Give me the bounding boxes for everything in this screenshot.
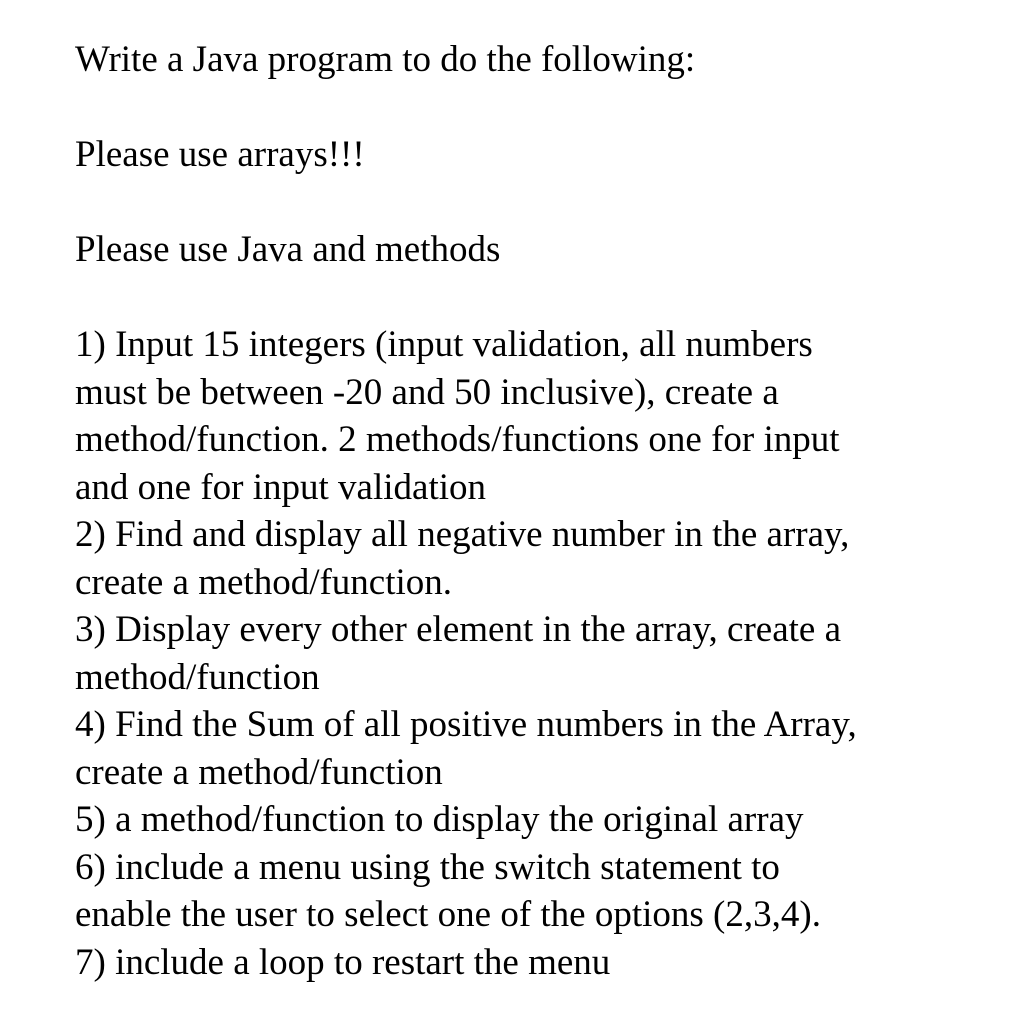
- requirement-item: [75, 606, 975, 701]
- requirement-line: 6) include a menu using the switch statement to: [75, 846, 780, 888]
- requirement-line: create a method/function: [75, 751, 443, 793]
- requirement-line: enable the user to select one of the options (2,3,4).: [75, 894, 821, 935]
- document-body: [75, 36, 975, 986]
- requirement-line: create a method/function.: [75, 561, 453, 603]
- requirement-line: 4) Find the Sum of all positive numbers in the Array,: [75, 704, 857, 745]
- requirement-item: [75, 796, 975, 844]
- requirement-line: method/function. 2 methods/functions one for input: [75, 419, 840, 460]
- requirement-item: [75, 511, 975, 606]
- requirement-line: and one for input validation: [75, 466, 487, 508]
- note-use-arrays: Please use arrays!!!: [75, 134, 365, 175]
- assignment-heading: Write a Java program to do the following:: [75, 39, 696, 80]
- requirement-item: [75, 321, 975, 511]
- note-use-java-methods: Please use Java and methods: [75, 229, 501, 270]
- requirement-line: 3) Display every other element in the array, create a: [75, 609, 841, 650]
- spacer: [75, 84, 975, 132]
- requirement-line: 2) Find and display all negative number in the array,: [75, 514, 850, 555]
- spacer: [75, 274, 975, 322]
- requirement-line: 7) include a loop to restart the menu: [75, 941, 611, 983]
- requirement-line: method/function: [75, 656, 320, 698]
- requirement-item: [75, 939, 975, 987]
- requirement-line: 1) Input 15 integers (input validation, all numbers: [75, 324, 813, 365]
- requirement-line: 5) a method/function to display the original array: [75, 799, 804, 840]
- requirement-item: [75, 701, 975, 796]
- requirement-line: must be between -20 and 50 inclusive), create a: [75, 371, 779, 413]
- requirement-item: [75, 844, 975, 939]
- spacer: [75, 179, 975, 227]
- requirements-list: [75, 321, 975, 986]
